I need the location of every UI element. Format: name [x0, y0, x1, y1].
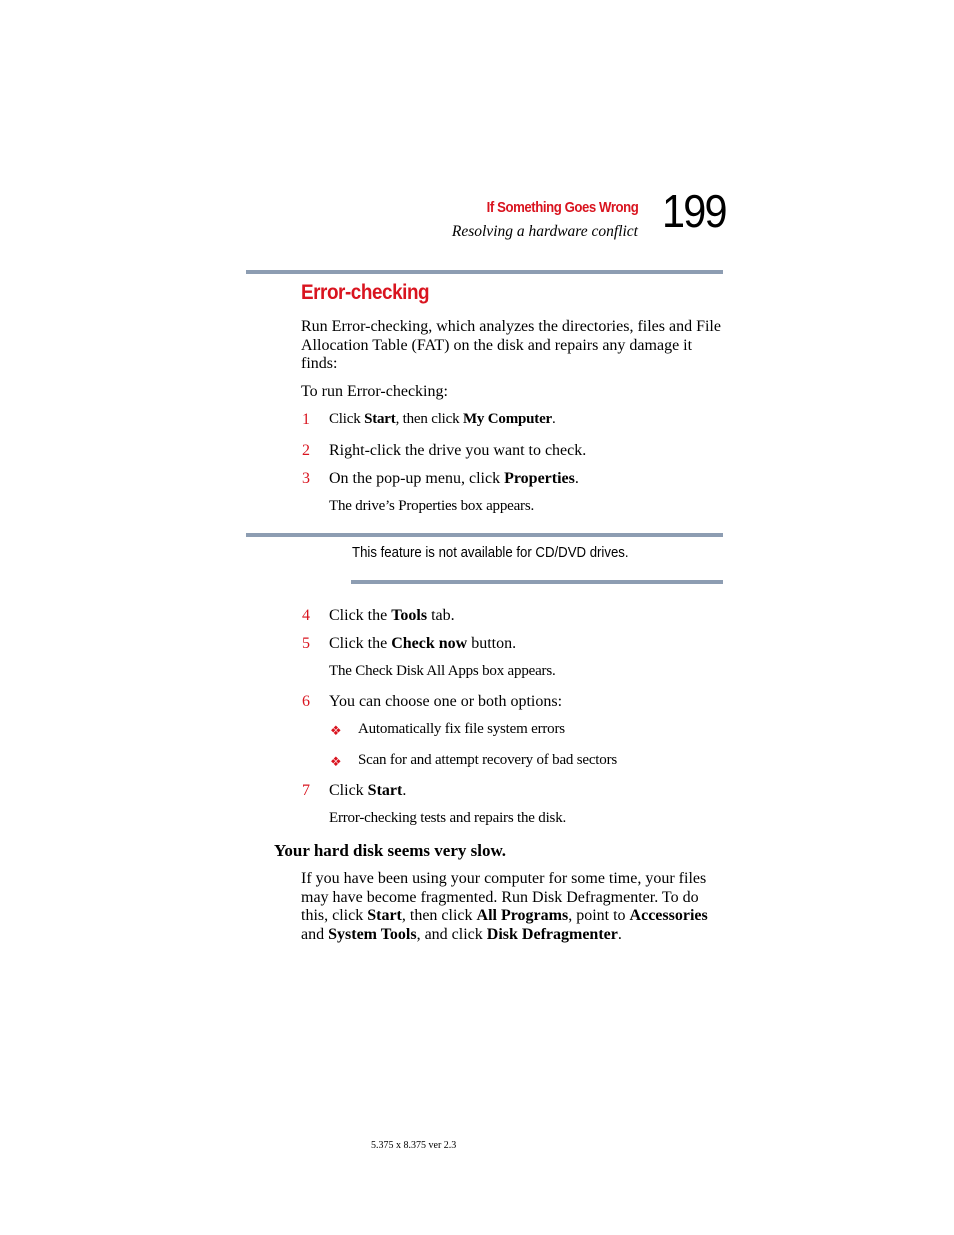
intro-paragraph: Run Error-checking, which analyzes the directories, files and File Allocation Table (FAT) on the disk and repairs any damage it finds:	[301, 318, 721, 372]
bullet-icon: ❖	[330, 723, 342, 738]
defrag-paragraph: If you have been using your computer for some time, your files may have become fragmented. Run Disk Defragmenter. To do this, click Start, then click All Programs, point to Accessories and System Tools, and click Disk Defragmenter.	[301, 870, 708, 943]
section-divider	[246, 270, 723, 274]
check-now-label: Check now	[391, 635, 468, 652]
subsection-heading: Your hard disk seems very slow.	[274, 841, 507, 860]
step-7-result: Error-checking tests and repairs the disk.	[329, 810, 567, 826]
step-number: 1	[302, 411, 310, 428]
start-label: Start	[364, 411, 396, 427]
note-text: This feature is not available for CD/DVD drives.	[352, 544, 629, 561]
print-spec-footer: 5.375 x 8.375 ver 2.3	[371, 1140, 457, 1151]
step-6-text: You can choose one or both options:	[329, 693, 563, 710]
step-4-text: Click the Tools tab.	[329, 607, 455, 624]
running-header-section: If Something Goes Wrong	[486, 199, 638, 216]
option-item: Automatically fix file system errors	[358, 721, 565, 737]
note-top-rule	[246, 533, 723, 537]
start-label: Start	[367, 782, 403, 799]
step-3-text: On the pop-up menu, click Properties.	[329, 470, 579, 487]
tools-label: Tools	[391, 607, 428, 624]
step-5-result: The Check Disk All Apps box appears.	[329, 663, 556, 679]
step-1-text: Click Start, then click My Computer.	[329, 411, 556, 427]
bullet-icon: ❖	[330, 754, 342, 769]
step-number: 3	[302, 470, 310, 487]
step-number: 7	[302, 782, 310, 799]
lead-text: To run Error-checking:	[301, 383, 448, 400]
step-number: 6	[302, 693, 310, 710]
step-3-result: The drive’s Properties box appears.	[329, 498, 535, 514]
step-7-text: Click Start.	[329, 782, 407, 799]
page-number: 199	[662, 185, 726, 237]
step-2-text: Right-click the drive you want to check.	[329, 442, 587, 459]
note-bottom-rule	[351, 580, 723, 584]
section-title: Error-checking	[301, 281, 430, 304]
properties-label: Properties	[504, 470, 575, 487]
my-computer-label: My Computer	[462, 411, 552, 427]
running-header-subsection: Resolving a hardware conflict	[451, 223, 638, 240]
step-number: 4	[302, 607, 310, 624]
step-number: 2	[302, 442, 310, 459]
option-item: Scan for and attempt recovery of bad sectors	[358, 752, 618, 768]
step-number: 5	[302, 635, 310, 652]
step-5-text: Click the Check now button.	[329, 635, 517, 652]
